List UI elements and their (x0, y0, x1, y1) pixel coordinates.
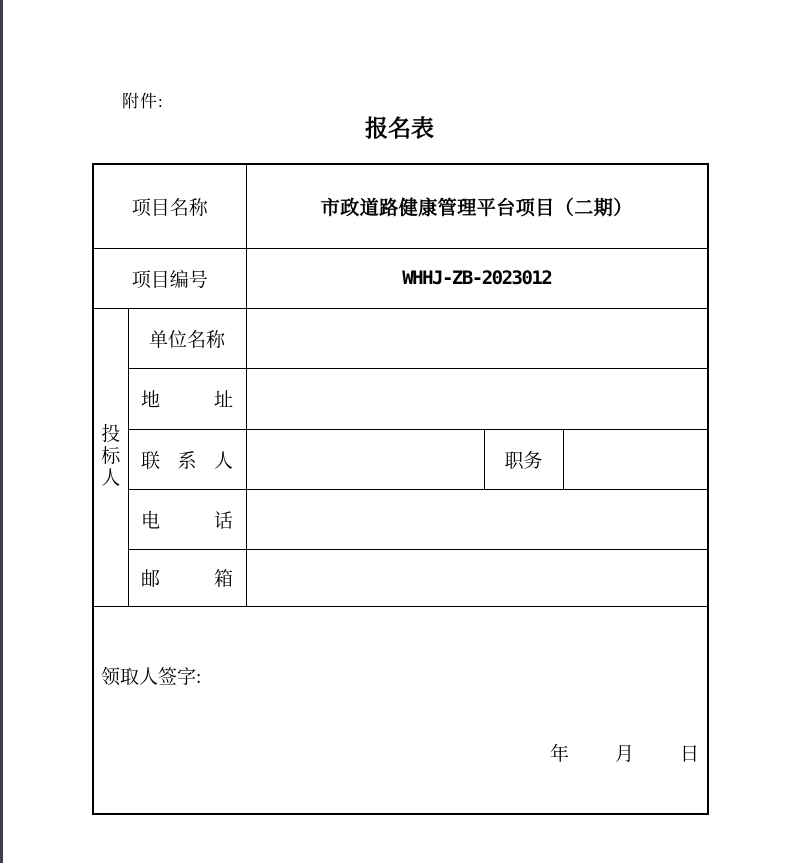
bidder-group-label (93, 308, 128, 606)
contact-field[interactable] (246, 429, 484, 489)
bidder-char: 人 (101, 468, 121, 489)
date-year-label: 年 (549, 743, 569, 765)
unit-name-label: 单位名称 (128, 308, 246, 368)
date-day-label: 日 (680, 743, 700, 765)
address-field[interactable] (246, 368, 708, 429)
address-label: 地址 (128, 368, 246, 429)
date-month-label: 月 (615, 743, 635, 765)
signature-area[interactable] (93, 606, 708, 814)
project-name-label: 项目名称 (93, 164, 246, 248)
bidder-char: 投 (101, 424, 121, 445)
attachment-label: 附件: (122, 92, 164, 111)
page-title: 报名表 (365, 116, 434, 141)
unit-name-field[interactable] (246, 308, 708, 368)
position-field[interactable] (563, 429, 708, 489)
project-number-label: 项目编号 (93, 248, 246, 308)
project-name-value: 市政道路健康管理平台项目（二期） (246, 164, 708, 248)
position-label: 职务 (484, 429, 563, 489)
email-label: 邮箱 (128, 549, 246, 606)
window-left-edge (0, 0, 3, 863)
email-field[interactable] (246, 549, 708, 606)
contact-label: 联系人 (128, 429, 246, 489)
phone-field[interactable] (246, 489, 708, 549)
date-line (550, 739, 699, 766)
bidder-char: 标 (101, 446, 121, 467)
phone-label: 电话 (128, 489, 246, 549)
project-number-value: WHHJ-ZB-2023012 (246, 248, 708, 308)
signature-label: 领取人签字: (101, 666, 202, 688)
registration-form-table (92, 163, 709, 815)
